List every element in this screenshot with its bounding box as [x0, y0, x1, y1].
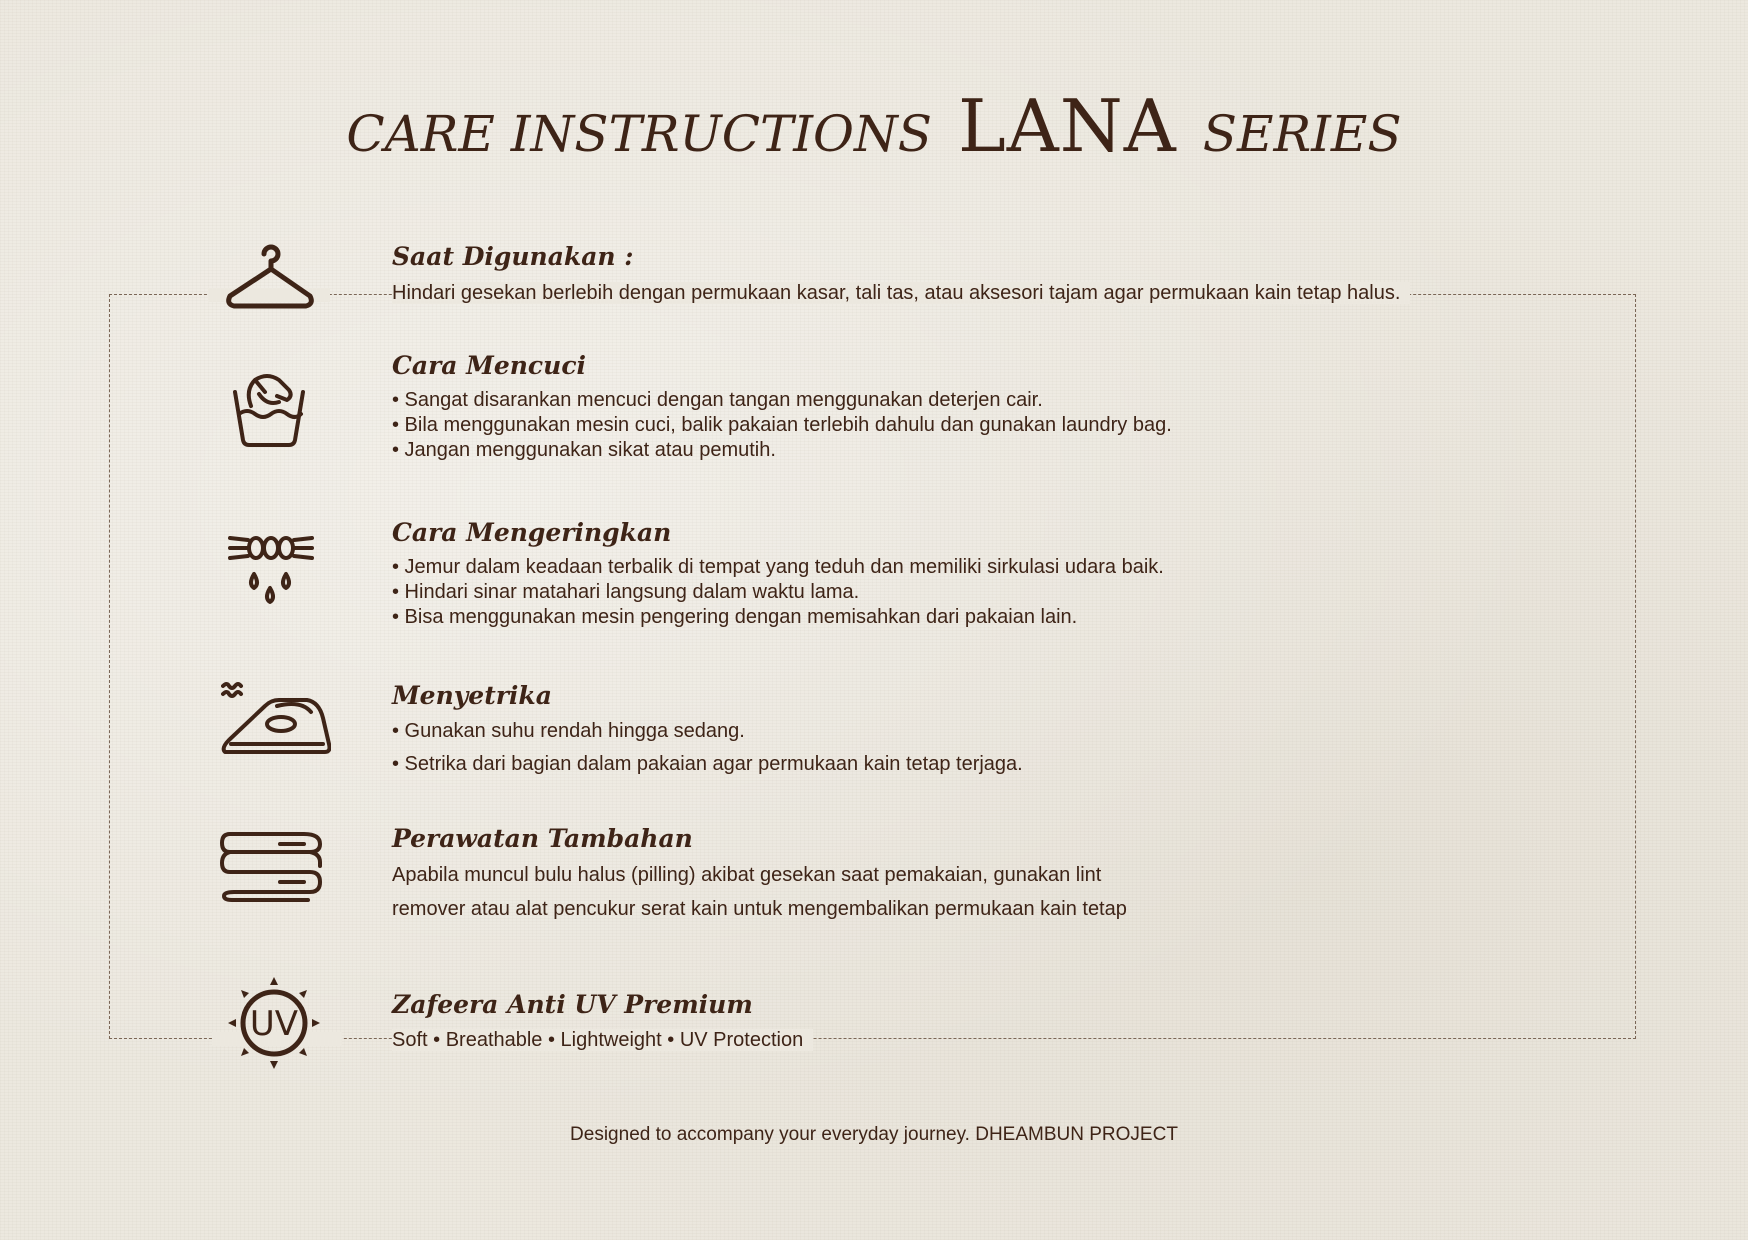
iron-icon [221, 678, 331, 756]
page-title [0, 84, 1748, 168]
section-line: Apabila muncul bulu halus (pilling) akibat gesekan saat pemakaian, gunakan lint [392, 864, 1102, 886]
section-line: • Sangat disarankan mencuci dengan tangan menggunakan deterjen cair. [392, 389, 1043, 411]
section-line: • Gunakan suhu rendah hingga sedang. [392, 720, 745, 742]
section-title-perawatan-tambahan: Perawatan Tambahan [392, 824, 693, 853]
section-line: • Setrika dari bagian dalam pakaian agar permukaan kain tetap terjaga. [392, 753, 1023, 775]
hanger-icon [224, 240, 316, 312]
section-line: remover atau alat pencukur serat kain untuk mengembalikan permukaan kain tetap [392, 898, 1127, 920]
section-title-zafeera-anti-uv: Zafeera Anti UV Premium [392, 990, 753, 1019]
section-title-menyetrika: Menyetrika [392, 681, 552, 710]
section-line: • Jangan menggunakan sikat atau pemutih. [392, 439, 776, 461]
section-line: Soft • Breathable • Lightweight • UV Protection [392, 1029, 813, 1052]
folded-fabric-icon [220, 830, 324, 902]
section-title-cara-mencuci: Cara Mencuci [392, 351, 587, 380]
section-line: • Bila menggunakan mesin cuci, balik pakaian terlebih dahulu dan gunakan laundry bag. [392, 414, 1172, 436]
section-line: Hindari gesekan berlebih dengan permukaan kasar, tali tas, atau aksesori tajam agar permukaan kain tetap halus. [392, 282, 1410, 305]
footer-tagline: Designed to accompany your everyday journey. DHEAMBUN PROJECT [570, 1124, 1178, 1145]
section-title-cara-mengeringkan: Cara Mengeringkan [392, 518, 672, 547]
section-title-saat-digunakan: Saat Digunakan : [392, 242, 634, 271]
uv-sun-icon [226, 975, 322, 1071]
uv-label: UV [249, 1004, 299, 1044]
section-line: • Jemur dalam keadaan terbalik di tempat yang teduh dan memiliki sirkulasi udara baik. [392, 556, 1164, 578]
title-brand: LANA [957, 84, 1177, 168]
hand-wash-icon [229, 370, 309, 448]
title-care-instructions: CARE INSTRUCTIONS [346, 105, 933, 163]
wring-drip-icon [228, 530, 314, 614]
section-line: • Bisa menggunakan mesin pengering dengan memisahkan dari pakaian lain. [392, 606, 1078, 628]
section-line: • Hindari sinar matahari langsung dalam waktu lama. [392, 581, 860, 603]
title-series: SERIES [1202, 105, 1402, 163]
